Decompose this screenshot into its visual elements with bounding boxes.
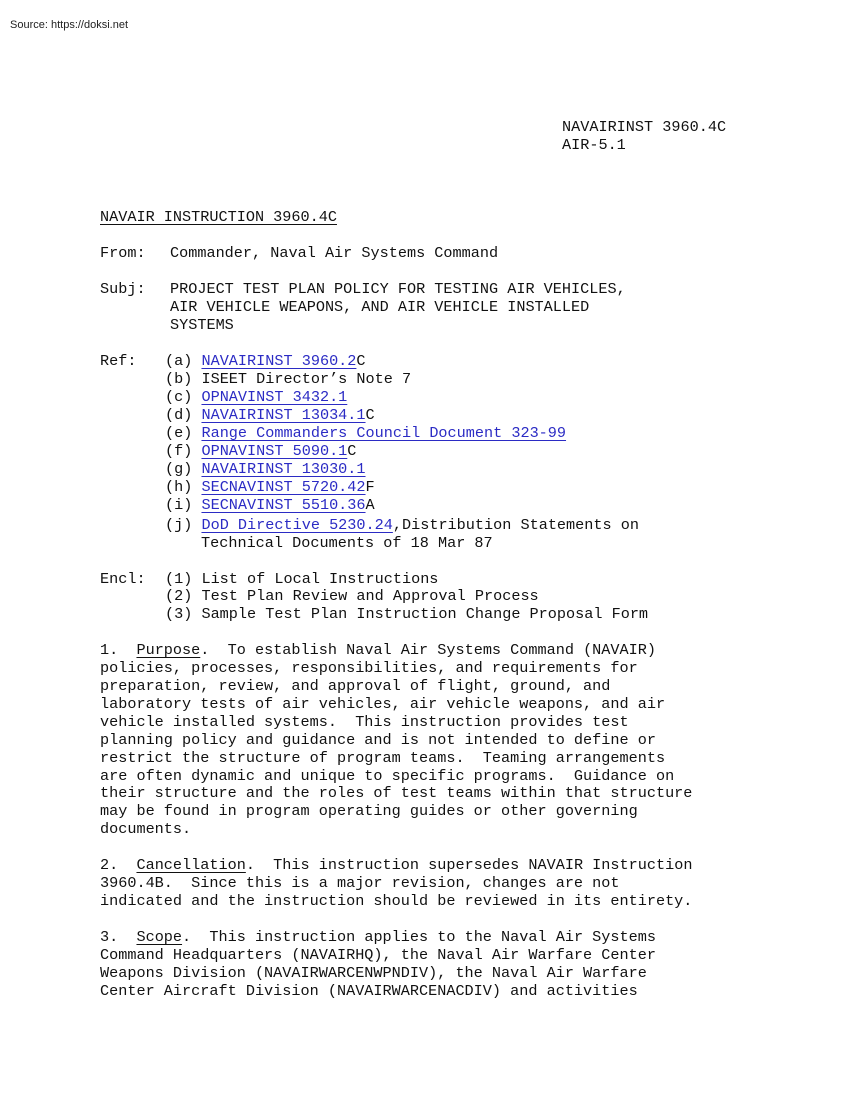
paragraph-line: Weapons Division (NAVAIRWARCENWPNDIV), the Naval Air Warfare <box>100 964 647 982</box>
ref-suffix: C <box>356 352 366 370</box>
paragraph-line: 3960.4B. Since this is a major revision, changes are not <box>100 874 620 892</box>
from-label: From: <box>100 244 146 262</box>
paragraph-line: Command Headquarters (NAVAIRHQ), the Naval Air Warfare Center <box>100 946 656 964</box>
ref-letter: (d) <box>165 406 193 424</box>
ref-link-navairinst-3960-2[interactable]: NAVAIRINST 3960.2 <box>201 352 357 370</box>
ref-item-j <box>165 516 639 534</box>
section-heading-scope: Scope <box>136 928 183 946</box>
instruction-number: NAVAIRINST 3960.4C <box>562 118 727 136</box>
paragraph-line: indicated and the instruction should be reviewed in its entirety. <box>100 892 693 910</box>
paragraph-line: planning policy and guidance and is not intended to define or <box>100 731 656 749</box>
paragraph-line: preparation, review, and approval of flight, ground, and <box>100 677 611 695</box>
ref-link-secnavinst-5510-36[interactable]: SECNAVINST 5510.36 <box>201 496 366 514</box>
ref-letter: (a) <box>165 352 193 370</box>
source-note: Source: https://doksi.net <box>10 19 129 31</box>
ref-item-b <box>165 370 411 388</box>
paragraph-line: laboratory tests of air vehicles, air vehicle weapons, and air <box>100 695 666 713</box>
ref-link-opnavinst-3432-1[interactable]: OPNAVINST 3432.1 <box>201 388 348 406</box>
ref-letter: (h) <box>165 478 193 496</box>
ref-item-g <box>165 460 366 478</box>
paragraph-line: documents. <box>100 820 192 838</box>
section-number: 1. <box>100 641 119 659</box>
ref-link-navairinst-13030-1[interactable]: NAVAIRINST 13030.1 <box>201 460 366 478</box>
section-scope-first-line <box>100 928 656 946</box>
encl-item: (1) List of Local Instructions <box>165 570 439 588</box>
subj-line: PROJECT TEST PLAN POLICY FOR TESTING AIR VEHICLES, <box>170 280 626 298</box>
ref-letter: (j) <box>165 516 193 534</box>
section-heading-cancellation: Cancellation <box>136 856 246 874</box>
ref-item-j-continuation: Technical Documents of 18 Mar 87 <box>201 534 493 552</box>
encl-item: (2) Test Plan Review and Approval Process <box>165 587 539 605</box>
ref-letter: (e) <box>165 424 193 442</box>
encl-label: Encl: <box>100 570 146 588</box>
subj-line: AIR VEHICLE WEAPONS, AND AIR VEHICLE INSTALLED <box>170 298 590 316</box>
section-number: 2. <box>100 856 119 874</box>
from-value: Commander, Naval Air Systems Command <box>170 244 499 262</box>
ref-item-f <box>165 442 356 460</box>
section-heading-purpose: Purpose <box>136 641 201 659</box>
document-title: NAVAIR INSTRUCTION 3960.4C <box>100 208 337 226</box>
ref-link-dod-directive-5230-24[interactable]: DoD Directive 5230.24 <box>201 516 393 534</box>
ref-link-rcc-323-99[interactable]: Range Commanders Council Document 323-99 <box>201 424 567 442</box>
paragraph-line: may be found in program operating guides or other governing <box>100 802 638 820</box>
ref-item-a <box>165 352 366 370</box>
ref-letter: (g) <box>165 460 193 478</box>
subj-line: SYSTEMS <box>170 316 234 334</box>
section-text: . This instruction supersedes NAVAIR Instruction <box>245 856 693 874</box>
paragraph-line: their structure and the roles of test teams within that structure <box>100 784 693 802</box>
office-code: AIR-5.1 <box>562 136 626 154</box>
ref-text: ISEET Director’s Note 7 <box>201 370 412 388</box>
ref-letter: (c) <box>165 388 193 406</box>
paragraph-line: restrict the structure of program teams. Teaming arrangements <box>100 749 666 767</box>
ref-suffix: ,Distribution Statements on <box>392 516 639 534</box>
section-text: . To establish Naval Air Systems Command (NAVAIR) <box>200 641 656 659</box>
paragraph-line: are often dynamic and unique to specific programs. Guidance on <box>100 767 675 785</box>
ref-item-d <box>165 406 375 424</box>
ref-letter: (b) <box>165 370 193 388</box>
ref-label: Ref: <box>100 352 137 370</box>
ref-link-navairinst-13034-1[interactable]: NAVAIRINST 13034.1 <box>201 406 366 424</box>
ref-item-i <box>165 496 375 514</box>
paragraph-line: policies, processes, responsibilities, and requirements for <box>100 659 638 677</box>
ref-item-e <box>165 424 566 442</box>
ref-item-h <box>165 478 375 496</box>
ref-link-secnavinst-5720-42[interactable]: SECNAVINST 5720.42 <box>201 478 366 496</box>
ref-item-c <box>165 388 347 406</box>
encl-item: (3) Sample Test Plan Instruction Change Proposal Form <box>165 605 649 623</box>
ref-suffix: C <box>365 406 375 424</box>
ref-suffix: A <box>365 496 375 514</box>
section-number: 3. <box>100 928 119 946</box>
subj-label: Subj: <box>100 280 146 298</box>
ref-letter: (f) <box>165 442 193 460</box>
ref-letter: (i) <box>165 496 193 514</box>
paragraph-line: vehicle installed systems. This instruction provides test <box>100 713 629 731</box>
section-text: . This instruction applies to the Naval Air Systems <box>182 928 656 946</box>
paragraph-line: Center Aircraft Division (NAVAIRWARCENACDIV) and activities <box>100 982 638 1000</box>
ref-link-opnavinst-5090-1[interactable]: OPNAVINST 5090.1 <box>201 442 348 460</box>
ref-suffix: F <box>365 478 375 496</box>
ref-suffix: C <box>347 442 357 460</box>
section-purpose-first-line <box>100 641 656 659</box>
section-cancellation-first-line <box>100 856 692 874</box>
